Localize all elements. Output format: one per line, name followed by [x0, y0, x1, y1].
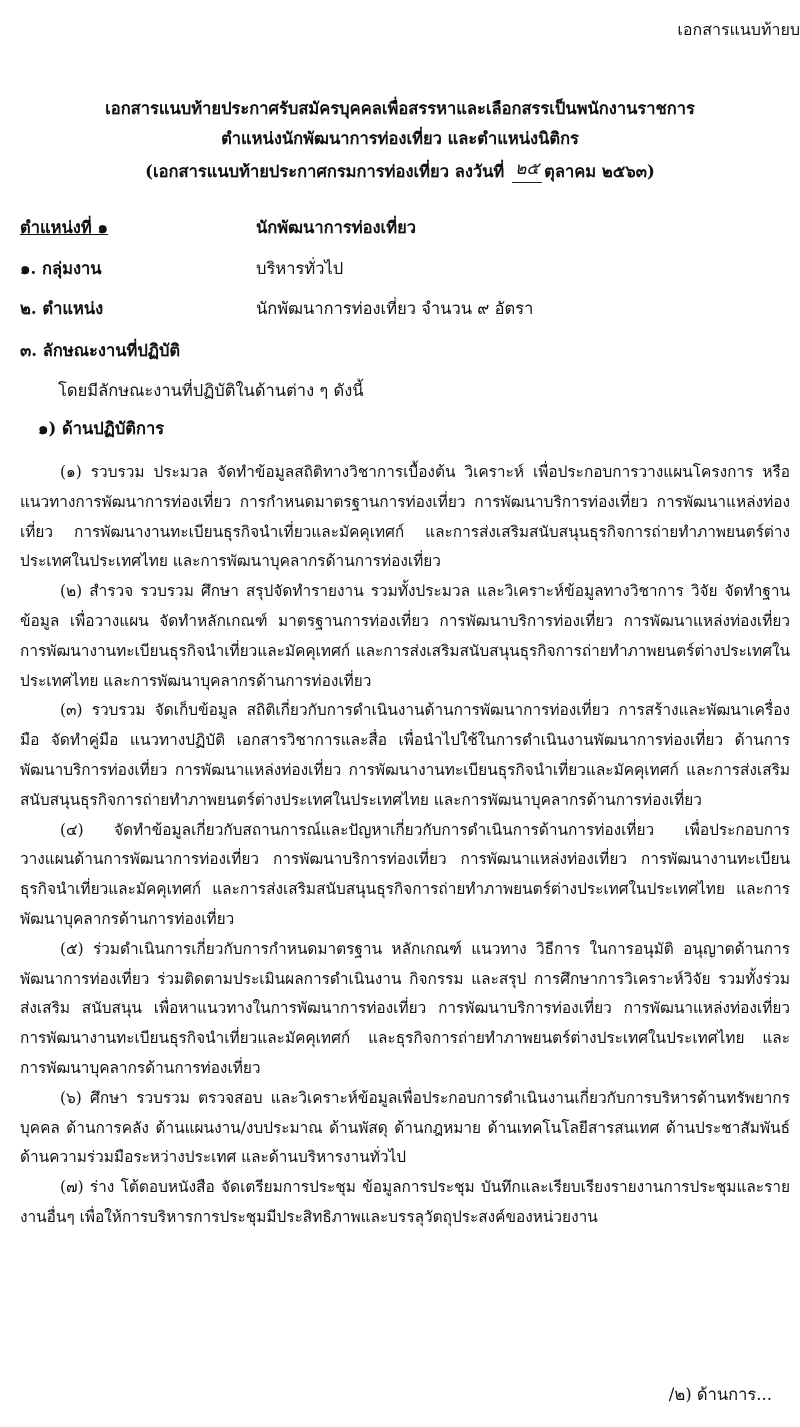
- handwritten-date: ๒๕: [512, 155, 542, 183]
- position-label: ตำแหน่งที่ ๑: [20, 218, 108, 237]
- post-row: [20, 296, 533, 322]
- duties-label: ๓. ลักษณะงานที่ปฏิบัติ: [20, 341, 181, 360]
- duty-item-6: (๖) ศึกษา รวบรวม ตรวจสอบ และวิเคราะห์ข้อมูลเพื่อประกอบการดำเนินงานเกี่ยวกับการบริหารด้านทรัพยากรบุคคล ด้านการคลัง ด้านแผนงาน/งบประมาณ ด้านพัสดุ ด้านกฎหมาย ด้านเทคโนโลยีสารสนเทศ ด้านประชาสัมพันธ์ ด้านความร่วมมือระหว่างประเทศ และด้านบริหารงานทั่วไป: [20, 1088, 790, 1167]
- duty-item-1: (๑) รวบรวม ประมวล จัดทำข้อมูลสถิติทางวิชาการเบื้องต้น วิเคราะห์ เพื่อประกอบการวางแผนโครงการ หรือแนวทางการพัฒนาการท่องเที่ยว การกำหนดมาตรฐานการท่องเที่ยว การพัฒนาบริการท่องเที่ยว การพัฒนาแหล่งท่องเที่ยว การพัฒนางานทะเบียนธุรกิจนำเที่ยวและมัคคุเทศก์ และการส่งเสริมสนับสนุนธุรกิจการถ่ายทำภาพยนตร์ต่างประเทศในประเทศไทย และการพัฒนาบุคลากรด้านการท่องเที่ยว: [20, 463, 790, 571]
- post-label: ๒. ตำแหน่ง: [20, 299, 104, 318]
- duty-item-7: (๗) ร่าง โต้ตอบหนังสือ จัดเตรียมการประชุม ข้อมูลการประชุม บันทึกและเรียบเรียงรายงานการประชุมและรายงานอื่นๆ เพื่อให้การบริหารการประชุมมีประสิทธิภาพและบรรลุวัตถุประสงค์ของหน่วยงาน: [20, 1178, 790, 1226]
- duty-item-5: (๕) ร่วมดำเนินการเกี่ยวกับการกำหนดมาตรฐาน หลักเกณฑ์ แนวทาง วิธีการ ในการอนุมัติ อนุญาตด้านการพัฒนาการท่องเที่ยว ร่วมติดตามประเมินผลการดำเนินงาน กิจกรรม และสรุป การศึกษาการวิเคราะห์วิจัย รวมทั้งร่วมส่งเสริม สนับสนุน เพื่อหาแนวทางในการพัฒนาการท่องเที่ยว การพัฒนาบริการท่องเที่ยว การพัฒนาแหล่งท่องเที่ยว การพัฒนางานทะเบียนธุรกิจนำเที่ยวและมัคคุเทศก์ และธุรกิจการถ่ายทำภาพยนตร์ต่างประเทศในประเทศไทย และการพัฒนาบุคลากรด้านการท่องเที่ยว: [20, 939, 790, 1077]
- section-title: ๑) ด้านปฏิบัติการ: [38, 419, 165, 438]
- position-row: [20, 215, 416, 241]
- duties-list: [20, 458, 790, 1233]
- corner-label: เอกสารแนบท้ายบ: [677, 20, 800, 39]
- group-row: [20, 256, 343, 282]
- title-line-3-after: ตุลาคม ๒๕๖๓): [544, 162, 655, 181]
- group-label: ๑. กลุ่มงาน: [20, 259, 102, 278]
- duty-item-2: (๒) สำรวจ รวบรวม ศึกษา สรุปจัดทำรายงาน รวมทั้งประมวล และวิเคราะห์ข้อมูลทางวิชาการ วิจัย จัดทำฐานข้อมูล เพื่อวางแผน จัดทำหลักเกณฑ์ มาตรฐานการท่องเที่ยว การพัฒนาบริการท่องเที่ยว การพัฒนาแหล่งท่องเที่ยว การพัฒนางานทะเบียนธุรกิจนำเที่ยวและมัคคุเทศก์ และการส่งเสริมสนับสนุนธุรกิจการถ่ายทำภาพยนตร์ต่างประเทศในประเทศไทย และการพัฒนาบุคลากรด้านการท่องเที่ยว: [20, 582, 790, 690]
- post-value: นักพัฒนาการท่องเที่ยว จำนวน ๙ อัตรา: [256, 299, 534, 318]
- duties-intro: โดยมีลักษณะงานที่ปฏิบัติในด้านต่าง ๆ ดังนี้: [58, 381, 364, 400]
- continuation-note: /๒) ด้านการ...: [668, 1385, 772, 1404]
- title-line-2: ตำแหน่งนักพัฒนาการท่องเที่ยว และตำแหน่งนิติกร: [221, 129, 579, 148]
- duties-heading: [20, 338, 180, 364]
- title-line-3: [0, 158, 800, 186]
- title-line-3-before: (เอกสารแนบท้ายประกาศกรมการท่องเที่ยว ลงวันที่: [145, 162, 505, 181]
- position-value: นักพัฒนาการท่องเที่ยว: [256, 218, 417, 237]
- title-line-1: เอกสารแนบท้ายประกาศรับสมัครบุคคลเพื่อสรรหาและเลือกสรรเป็นพนักงานราชการ: [105, 99, 695, 118]
- duty-item-4: (๔) จัดทำข้อมูลเกี่ยวกับสถานการณ์และปัญหาเกี่ยวกับการดำเนินการด้านการท่องเที่ยว เพื่อประกอบการวางแผนด้านการพัฒนาการท่องเที่ยว การพัฒนาบริการท่องเที่ยว การพัฒนาแหล่งท่องเที่ยว การพัฒนางานทะเบียนธุรกิจนำเที่ยวและมัคคุเทศก์ และการส่งเสริมสนับสนุนธุรกิจการถ่ายทำภาพยนตร์ต่างประเทศในประเทศไทย และการพัฒนาบุคลากรด้านการท่องเที่ยว: [20, 820, 790, 928]
- group-value: บริหารทั่วไป: [256, 259, 344, 278]
- duty-item-3: (๓) รวบรวม จัดเก็บข้อมูล สถิติเกี่ยวกับการดำเนินงานด้านการพัฒนาการท่องเที่ยว การสร้างและพัฒนาเครื่องมือ จัดทำคู่มือ แนวทางปฏิบัติ เอกสารวิชาการและสื่อ เพื่อนำไปใช้ในการดำเนินงานพัฒนาการท่องเที่ยว ด้านการพัฒนาบริการท่องเที่ยว การพัฒนาแหล่งท่องเที่ยว การพัฒนางานทะเบียนธุรกิจนำเที่ยวและมัคคุเทศก์ และการส่งเสริมสนับสนุนธุรกิจการถ่ายทำภาพยนตร์ต่างประเทศในประเทศไทย และการพัฒนาบุคลากรด้านการท่องเที่ยว: [20, 701, 790, 809]
